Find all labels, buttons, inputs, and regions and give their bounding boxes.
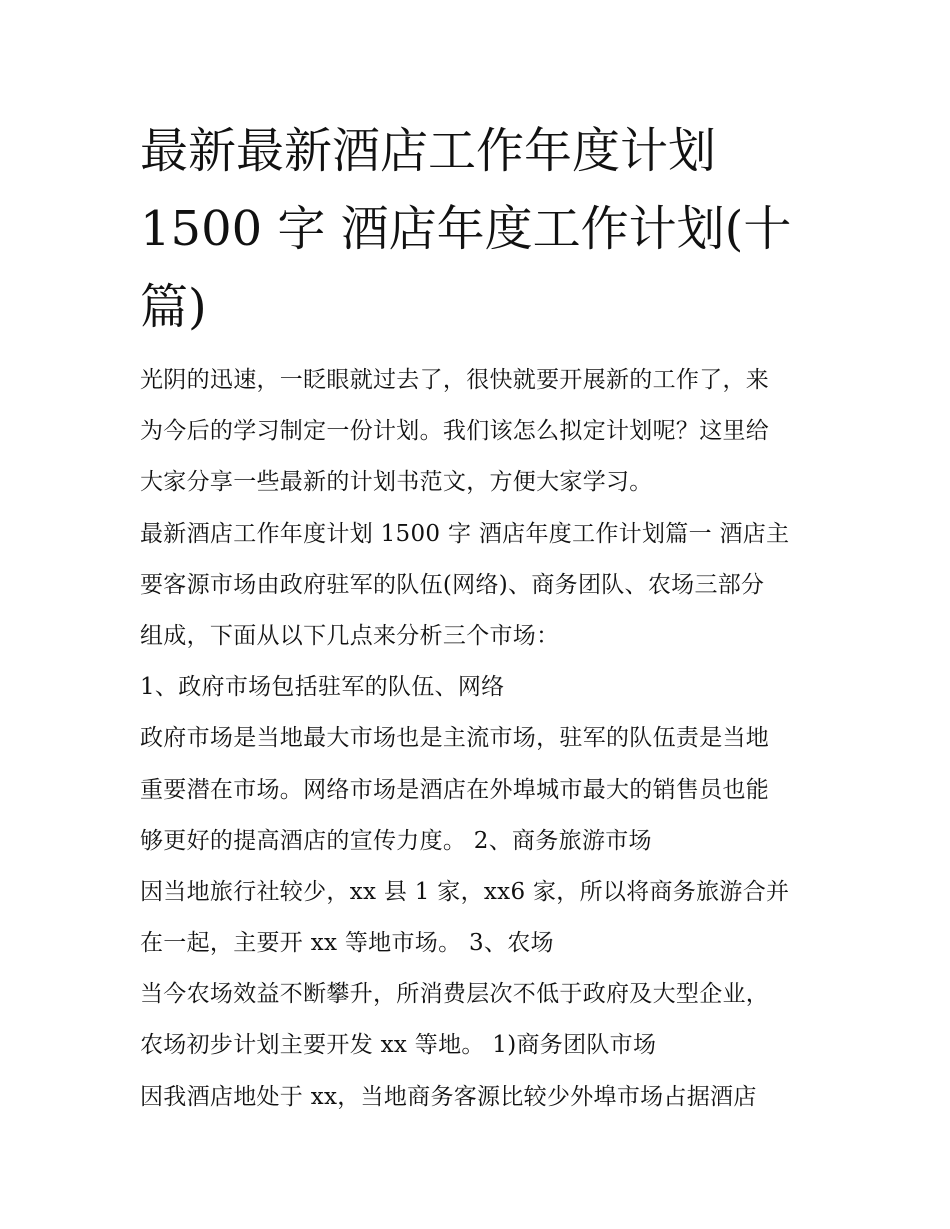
body-line-15: 因我酒店地处于 xx，当地商务客源比较少外埠市场占据酒店 bbox=[140, 1083, 757, 1110]
body-line-3: 大家分享一些最新的计划书范文，方便大家学习。 bbox=[140, 469, 653, 496]
body-line-6: 组成，下面从以下几点来分析三个市场： bbox=[140, 622, 560, 649]
body-line-13: 当今农场效益不断攀升，所消费层次不低于政府及大型企业， bbox=[140, 981, 770, 1008]
body-line-2: 为今后的学习制定一份计划。我们该怎么拟定计划呢？这里给 bbox=[140, 418, 770, 445]
body-line-1: 光阴的迅速，一眨眼就过去了，很快就要开展新的工作了，来 bbox=[140, 367, 770, 393]
body-line-5: 要客源市场由政府驻军的队伍(网络)、商务团队、农场三部分 bbox=[140, 571, 765, 598]
body-line-10: 够更好的提高酒店的宣传力度。 2、商务旅游市场 bbox=[140, 827, 652, 854]
title-line-3: 篇) bbox=[140, 279, 207, 335]
body-line-11: 因当地旅行社较少，xx 县 1 家，xx6 家，所以将商务旅游合并 bbox=[140, 878, 790, 905]
title-line-2: 1500 字 酒店年度工作计划(十 bbox=[140, 201, 792, 257]
body-line-7: 1、政府市场包括驻军的队伍、网络 bbox=[140, 674, 505, 701]
document-title bbox=[140, 112, 820, 346]
title-line-1: 最新最新酒店工作年度计划 bbox=[140, 123, 717, 179]
body-line-9: 重要潜在市场。网络市场是酒店在外埠城市最大的销售员也能 bbox=[140, 776, 770, 803]
document-body bbox=[140, 355, 830, 1123]
body-line-4: 最新酒店工作年度计划 1500 字 酒店年度工作计划篇一 酒店主 bbox=[140, 520, 790, 547]
body-line-8: 政府市场是当地最大市场也是主流市场，驻军的队伍责是当地 bbox=[140, 725, 770, 752]
body-line-14: 农场初步计划主要开发 xx 等地。 1)商务团队市场 bbox=[140, 1032, 657, 1059]
body-line-12: 在一起，主要开 xx 等地市场。 3、农场 bbox=[140, 930, 554, 957]
